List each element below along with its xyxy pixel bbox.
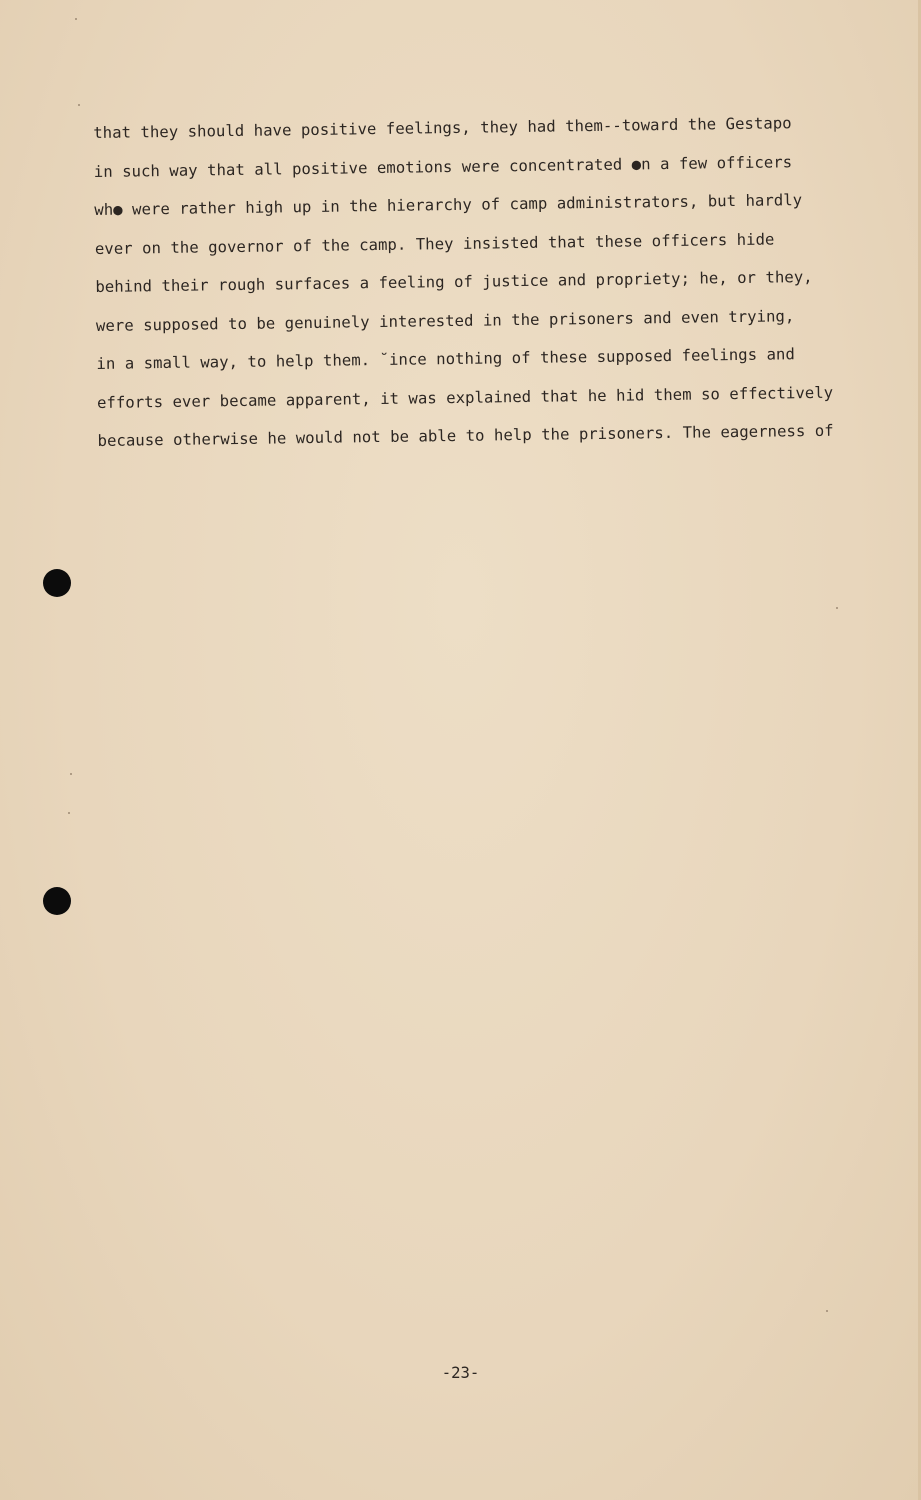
punch-hole <box>43 887 71 915</box>
paper-speck <box>78 104 80 106</box>
text-line: that they should have positive feelings, they had them--toward the Gestapo <box>93 114 792 142</box>
paper-speck <box>836 607 838 609</box>
text-line: efforts ever became apparent, it was explained that he hid them so effectively <box>96 383 834 412</box>
text-line: in such way that all positive emotions were concentrated ●n a few officers <box>93 152 793 181</box>
text-line: in a small way, to help them. ˘ince nothing of these supposed feelings and <box>96 345 795 373</box>
text-line: wh● were rather high up in the hierarchy of camp administrators, but hardly <box>94 191 803 219</box>
text-line: because otherwise he would not be able to help the prisoners. The eagerness of <box>97 421 834 450</box>
text-line: behind their rough surfaces a feeling of justice and propriety; he, or they, <box>95 267 813 296</box>
punch-hole <box>43 569 71 597</box>
page-number: -23- <box>441 1364 480 1382</box>
text-line: were supposed to be genuinely interested in the prisoners and even trying, <box>95 306 795 335</box>
text-line: ever on the governor of the camp. They insisted that these officers hide <box>94 229 775 258</box>
paper-speck <box>70 773 72 775</box>
body-text <box>93 103 888 460</box>
paper-speck <box>826 1310 828 1312</box>
paper-speck <box>75 18 77 20</box>
paper-speck <box>68 812 70 814</box>
